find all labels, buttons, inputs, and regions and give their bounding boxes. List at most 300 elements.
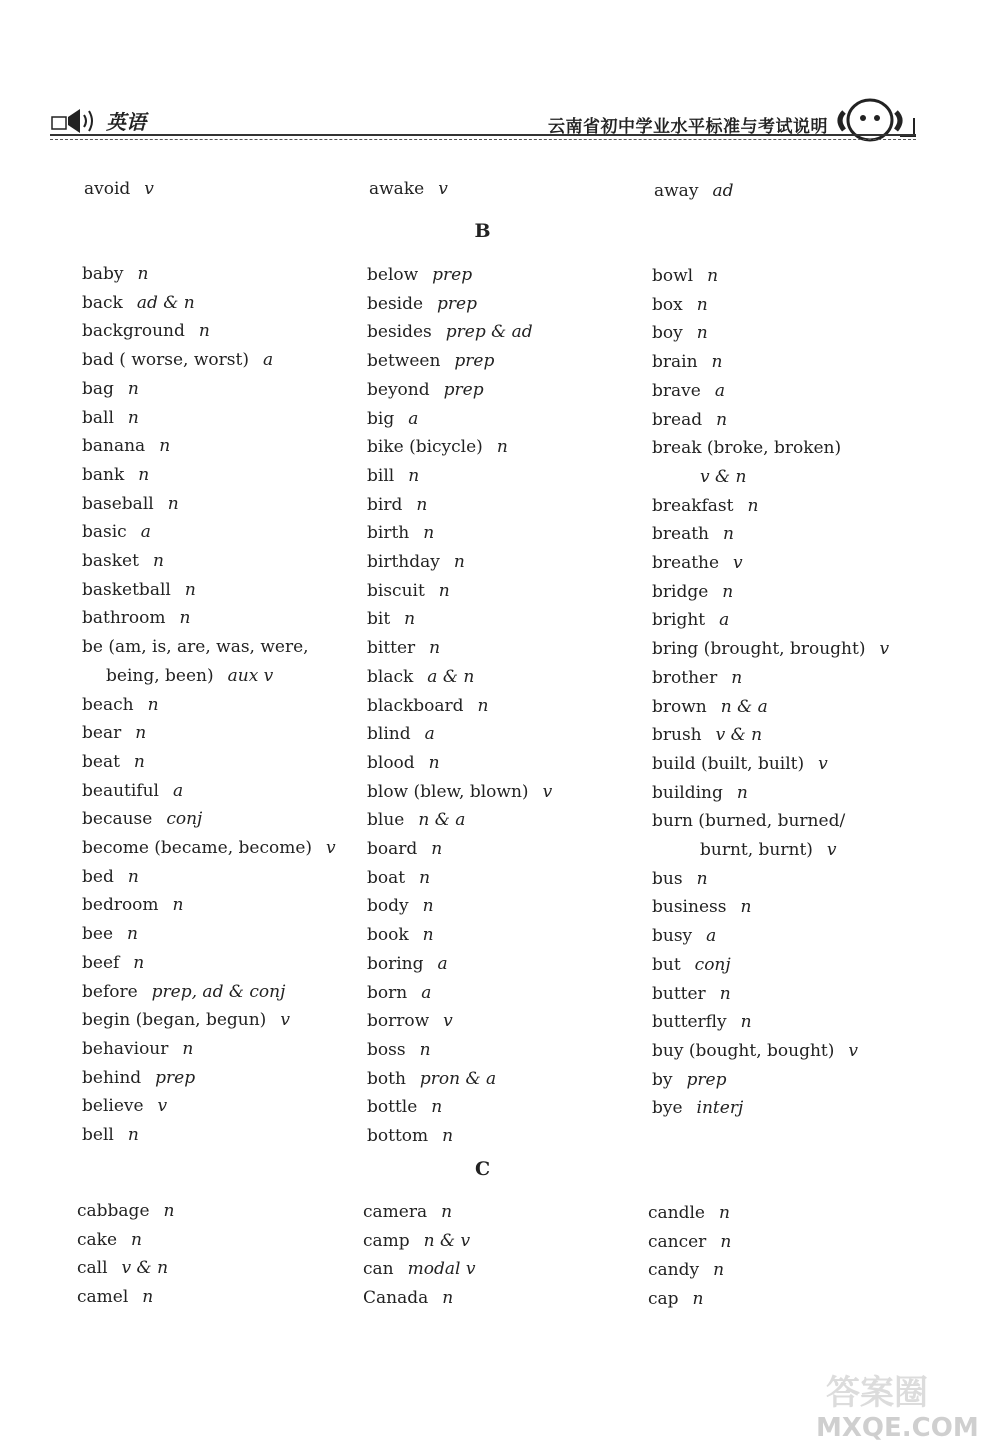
word-entry (652, 406, 889, 435)
part-of-speech: n (127, 407, 139, 428)
part-of-speech: n & a (418, 810, 466, 831)
word: bridge (652, 581, 709, 602)
word-entry (84, 175, 154, 204)
word: camera (363, 1202, 428, 1222)
word: both (367, 1068, 406, 1089)
word-entry (652, 377, 889, 406)
word: call (77, 1258, 108, 1279)
part-of-speech: n (716, 409, 728, 430)
word-entry (367, 577, 552, 606)
part-of-speech: n (722, 581, 734, 602)
word-entry (367, 692, 552, 721)
word-entry (652, 664, 889, 693)
section-c-column-2 (363, 1198, 475, 1313)
word-entry (367, 1036, 552, 1065)
word: birthday (367, 552, 440, 573)
word: bed (82, 866, 114, 887)
word: by (652, 1069, 673, 1090)
part-of-speech: prep (432, 265, 473, 285)
part-of-speech: ad & n (136, 292, 195, 313)
part-of-speech: n (422, 896, 434, 917)
word-entry (367, 979, 552, 1008)
part-of-speech: n (696, 323, 708, 344)
part-of-speech: aux v (227, 665, 274, 686)
part-of-speech: v & n (700, 466, 747, 487)
part-of-speech: n (496, 437, 508, 458)
word: bus (652, 868, 683, 889)
word: black (367, 666, 414, 687)
book-title: 云南省初中学业水平标准与考试说明 (548, 117, 828, 137)
word-entry (652, 291, 889, 320)
word: brain (652, 352, 698, 373)
part-of-speech: prep & ad (445, 322, 533, 343)
word-entry (367, 663, 552, 692)
part-of-speech: n & v (423, 1230, 471, 1251)
part-of-speech: n (137, 264, 149, 284)
word-entry (652, 693, 889, 722)
part-of-speech: ad (712, 181, 734, 201)
word: become (became, become) (82, 838, 313, 859)
part-of-speech: n (747, 495, 759, 516)
word: body (367, 896, 409, 917)
word: board (367, 839, 418, 860)
part-of-speech: v (826, 840, 837, 861)
part-of-speech: n (408, 465, 420, 486)
word-entry (367, 749, 552, 778)
part-of-speech: n (442, 1126, 454, 1147)
section-letter-b: B (474, 220, 491, 242)
word-entry (367, 806, 552, 835)
part-of-speech: n (138, 464, 150, 485)
word: beside (367, 293, 424, 314)
part-of-speech: v (733, 553, 743, 574)
part-of-speech: v (879, 639, 890, 660)
word-entry (82, 691, 336, 720)
part-of-speech: conj (166, 809, 203, 830)
word: basket (82, 551, 139, 572)
part-of-speech: n (184, 579, 196, 600)
word-entry (367, 1065, 552, 1094)
top-row-col-3 (654, 177, 733, 206)
part-of-speech: modal v (407, 1259, 476, 1280)
word: bottle (367, 1097, 418, 1118)
part-of-speech: n (719, 983, 731, 1004)
word-entry (363, 1255, 475, 1284)
word-entry (652, 1008, 889, 1037)
word-entry (652, 1066, 889, 1095)
word-entry (652, 578, 889, 607)
word-entry (82, 978, 336, 1007)
word-entry (82, 748, 336, 777)
watermark-chinese: 答案圈 (826, 1373, 928, 1413)
word-entry (82, 317, 336, 346)
word: beyond (367, 379, 430, 400)
part-of-speech: n (429, 638, 441, 659)
word-entry (648, 1228, 731, 1257)
part-of-speech: n (182, 1038, 194, 1059)
part-of-speech: n (720, 1231, 732, 1252)
word-entry (652, 463, 889, 492)
word: blackboard (367, 695, 464, 716)
word-entry (82, 805, 336, 834)
part-of-speech: v (818, 753, 828, 774)
word-entry (367, 1122, 552, 1151)
word-entry (652, 262, 889, 291)
part-of-speech: pron & a (419, 1068, 497, 1089)
word-entry (367, 720, 552, 749)
word: because (82, 809, 153, 830)
part-of-speech: n (127, 866, 139, 887)
part-of-speech: n (419, 867, 431, 888)
word: book (367, 925, 409, 946)
part-of-speech: a (719, 610, 730, 631)
part-of-speech: n (152, 551, 164, 572)
word: bird (367, 494, 403, 515)
part-of-speech: a (262, 350, 274, 371)
part-of-speech: n (172, 895, 184, 916)
top-row-col-2 (369, 175, 448, 204)
section-c-column-3 (648, 1199, 731, 1314)
word: ball (82, 407, 114, 428)
part-of-speech: a (706, 926, 717, 947)
part-of-speech: n (127, 1125, 139, 1146)
header-dashed-rule (50, 139, 916, 140)
word: birth (367, 523, 410, 544)
word: bathroom (82, 608, 166, 629)
word: blue (367, 810, 405, 831)
word-entry (82, 863, 336, 892)
word-entry (652, 721, 889, 750)
part-of-speech: v (443, 1011, 453, 1032)
word: bear (82, 723, 122, 744)
watermark-logo (808, 1365, 988, 1445)
word-entry (367, 1093, 552, 1122)
word-entry (82, 404, 336, 433)
word: camp (363, 1230, 410, 1251)
word: can (363, 1259, 394, 1280)
word-entry (367, 921, 552, 950)
section-c-column-1 (77, 1197, 174, 1312)
word: brush (652, 725, 702, 746)
part-of-speech: v (542, 781, 553, 802)
part-of-speech: n (127, 378, 139, 399)
word: cabbage (77, 1201, 150, 1221)
word: breathe (652, 553, 720, 574)
subject-label: 英语 (106, 110, 146, 134)
part-of-speech: n (696, 868, 708, 889)
word: be (am, is, are, was, were, (82, 637, 309, 658)
word-entry (652, 893, 889, 922)
part-of-speech: v (157, 1096, 168, 1117)
word-entry (77, 1283, 174, 1312)
part-of-speech: n (198, 321, 210, 342)
part-of-speech: v (280, 1010, 290, 1031)
word-entry (82, 461, 336, 490)
word-entry (652, 807, 889, 836)
word-entry (369, 175, 448, 204)
word: cancer (648, 1231, 707, 1252)
word: bottom (367, 1126, 429, 1147)
word: bill (367, 465, 395, 486)
word-entry (82, 547, 336, 576)
word: background (82, 321, 185, 342)
word: bowl (652, 266, 694, 286)
part-of-speech: n (428, 752, 440, 773)
word: bank (82, 464, 125, 485)
part-of-speech: n (740, 1012, 752, 1033)
word-entry (363, 1198, 475, 1227)
word: baseball (82, 493, 154, 514)
word: banana (82, 436, 146, 457)
part-of-speech: n (147, 694, 159, 715)
word-entry (82, 432, 336, 461)
word-entry (648, 1256, 731, 1285)
word-entry (82, 375, 336, 404)
word-entry (367, 433, 552, 462)
word-entry (652, 434, 889, 463)
word-entry (363, 1284, 475, 1313)
word-entry (648, 1199, 731, 1228)
part-of-speech: n (179, 608, 191, 629)
word-entry (367, 634, 552, 663)
part-of-speech: prep, ad & conj (151, 981, 286, 1002)
word-entry (82, 1035, 336, 1064)
part-of-speech: n (431, 839, 443, 860)
word-entry (82, 1064, 336, 1093)
word: below (367, 265, 419, 285)
part-of-speech: n (736, 782, 748, 803)
part-of-speech: n (442, 1288, 454, 1309)
word-entry (652, 635, 889, 664)
word-entry (652, 980, 889, 1009)
part-of-speech: n (453, 552, 465, 573)
word-entry (652, 951, 889, 980)
word-entry (367, 778, 552, 807)
word-entry (648, 1285, 731, 1314)
word-entry (654, 177, 733, 206)
part-of-speech: a (424, 724, 435, 745)
word-entry (367, 405, 552, 434)
part-of-speech: n (438, 580, 450, 601)
part-of-speech: v (144, 179, 154, 199)
part-of-speech: n (133, 751, 145, 772)
word-entry (652, 750, 889, 779)
word: butterfly (652, 1012, 727, 1033)
part-of-speech: n (419, 1039, 431, 1060)
word-entry (82, 1121, 336, 1150)
word: buy (bought, bought) (652, 1040, 835, 1061)
word-entry (77, 1197, 174, 1226)
word: blood (367, 752, 415, 773)
word-entry (652, 520, 889, 549)
word-entry (82, 260, 336, 289)
part-of-speech: n (441, 1202, 453, 1222)
word-entry (652, 922, 889, 951)
part-of-speech: n (163, 1201, 175, 1221)
word-entry (77, 1254, 174, 1283)
word-entry (82, 1006, 336, 1035)
word: bad ( worse, worst) (82, 350, 249, 371)
part-of-speech: interj (696, 1098, 744, 1119)
word: cap (648, 1289, 679, 1310)
word-entry (367, 290, 552, 319)
part-of-speech: v & n (121, 1258, 169, 1279)
word-entry (82, 891, 336, 920)
part-of-speech: n (711, 352, 723, 373)
word-entry (82, 518, 336, 547)
word-entry (367, 892, 552, 921)
word-entry (82, 662, 336, 691)
part-of-speech: n & a (720, 696, 768, 717)
part-of-speech: n (423, 523, 435, 544)
word: boss (367, 1039, 406, 1060)
word-entry (367, 491, 552, 520)
section-b-column-1 (82, 260, 336, 1150)
top-row-col-1 (84, 175, 154, 204)
part-of-speech: n (404, 609, 416, 630)
word: blind (367, 724, 411, 745)
header-rule (50, 134, 916, 136)
word: bedroom (82, 895, 159, 916)
word-entry (652, 549, 889, 578)
part-of-speech: a (408, 408, 419, 429)
word-entry (82, 719, 336, 748)
word: basketball (82, 579, 171, 600)
word-entry (652, 1094, 889, 1123)
word-entry (652, 779, 889, 808)
word: bright (652, 610, 706, 631)
part-of-speech: v (848, 1040, 858, 1061)
word: building (652, 782, 723, 803)
part-of-speech: n (127, 924, 138, 945)
word: boring (367, 953, 424, 974)
part-of-speech: n (135, 723, 147, 744)
part-of-speech: prep (443, 379, 484, 400)
word-entry (363, 1227, 475, 1256)
part-of-speech: n (133, 952, 145, 973)
part-of-speech: prep (437, 293, 477, 314)
part-of-speech: n (142, 1287, 154, 1308)
word-entry (367, 318, 552, 347)
word: brother (652, 667, 718, 688)
word: Canada (363, 1288, 429, 1309)
section-b-column-3 (652, 262, 889, 1123)
word: away (654, 181, 699, 201)
word-entry (82, 834, 336, 863)
word: behaviour (82, 1038, 169, 1059)
part-of-speech: n (719, 1203, 730, 1223)
word: build (built, built) (652, 753, 805, 774)
part-of-speech: prep (155, 1067, 196, 1088)
part-of-speech: n (723, 524, 734, 545)
word-entry (82, 604, 336, 633)
word: break (broke, broken) (652, 438, 842, 459)
part-of-speech: n (740, 897, 752, 918)
word: breakfast (652, 495, 734, 516)
part-of-speech: v (326, 838, 336, 859)
part-of-speech: a (140, 522, 151, 543)
page-header (50, 96, 916, 148)
part-of-speech: conj (694, 954, 731, 975)
word: bring (brought, brought) (652, 639, 866, 660)
header-left (50, 106, 146, 135)
section-b-column-2 (367, 261, 552, 1151)
word: bike (bicycle) (367, 437, 483, 458)
word: being, been) (106, 665, 214, 686)
word-entry (652, 1037, 889, 1066)
word: believe (82, 1096, 144, 1117)
part-of-speech: n (696, 294, 708, 315)
word-entry (652, 492, 889, 521)
part-of-speech: prep (686, 1069, 727, 1090)
word: besides (367, 322, 432, 343)
word-entry (82, 346, 336, 375)
word: breath (652, 524, 709, 545)
word-entry (82, 633, 336, 662)
word-entry (367, 1007, 552, 1036)
word: big (367, 408, 395, 429)
word: back (82, 292, 123, 313)
word: basic (82, 522, 127, 543)
speaker-icon (50, 107, 102, 135)
word: burn (burned, burned/ (652, 811, 846, 832)
word: bit (367, 609, 391, 630)
word: between (367, 351, 441, 372)
word: cake (77, 1229, 118, 1250)
word: busy (652, 926, 693, 947)
headphones-mascot-icon (830, 96, 916, 144)
word-entry (367, 835, 552, 864)
part-of-speech: n (477, 695, 489, 716)
part-of-speech: v & n (715, 725, 763, 746)
word-entry (652, 836, 889, 865)
word: boy (652, 323, 683, 344)
word: awake (369, 179, 425, 199)
word: candy (648, 1260, 700, 1281)
word: avoid (84, 179, 131, 199)
word: biscuit (367, 580, 425, 601)
word: before (82, 981, 138, 1002)
part-of-speech: a & n (427, 666, 475, 687)
word: camel (77, 1287, 129, 1308)
word: baby (82, 264, 124, 284)
word: beautiful (82, 780, 159, 801)
word: bee (82, 924, 114, 945)
word: begin (began, begun) (82, 1010, 267, 1031)
word: brown (652, 696, 707, 717)
word-entry (367, 950, 552, 979)
word-entry (367, 347, 552, 376)
word: beach (82, 694, 134, 715)
part-of-speech: n (707, 266, 719, 286)
word-entry (652, 865, 889, 894)
word: beef (82, 952, 120, 973)
word: born (367, 982, 408, 1003)
word: brave (652, 380, 701, 401)
part-of-speech: prep (454, 351, 495, 372)
word: box (652, 294, 683, 315)
word-entry (367, 462, 552, 491)
word-entry (82, 490, 336, 519)
word-entry (82, 920, 336, 949)
word: bag (82, 378, 114, 399)
word: bye (652, 1098, 683, 1119)
part-of-speech: n (713, 1260, 725, 1281)
word: boat (367, 867, 406, 888)
word-entry (82, 289, 336, 318)
word-entry (82, 1092, 336, 1121)
word: business (652, 897, 727, 918)
